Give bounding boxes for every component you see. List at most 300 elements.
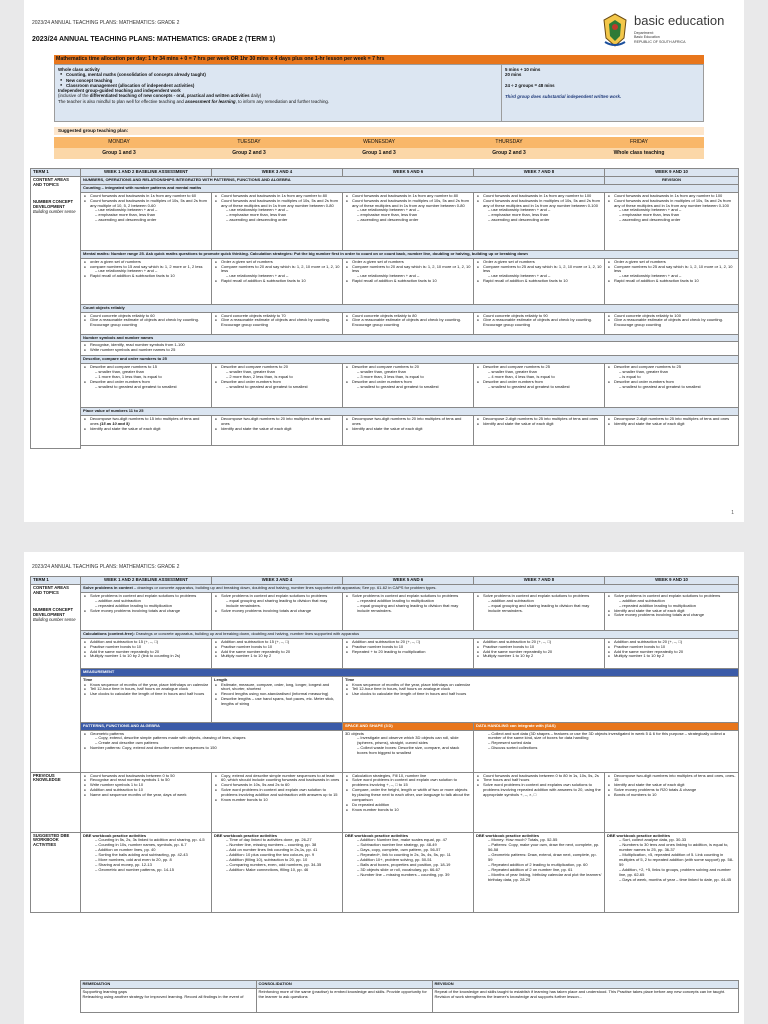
independent-label: Independent group-guided teaching and independent work [58, 88, 181, 94]
dash-item: – Addition: Make connections, filling 10, pp. 46 [226, 868, 340, 873]
bullet-list [476, 194, 602, 209]
dash-item: – emphasise more than, less than [619, 213, 736, 218]
calc-row [31, 638, 739, 668]
bullet-item: ● Count forwards and backwards in 1s from any number to 100 [614, 194, 736, 199]
bullet-list [607, 314, 736, 329]
dash-item: – Multiplication, ×5, repeated addition of 5. Link counting in multiples of 5, 2 to repeated addition (with some support) pp. 58-59 [619, 853, 736, 868]
bullet-item: ● order a given set of numbers [90, 260, 209, 265]
bullet-item: ● Addition and subtraction to 10 [90, 788, 209, 793]
bullet-item: ● Count forwards and backwards in multiples of 10s, 5s and 2s from any of these multiples and in 1s from any number between 0-80 [221, 199, 340, 209]
mental-cell [474, 258, 605, 304]
bullet-item: ● Identify and state the value of each digit [614, 609, 736, 614]
dbe-cell [81, 832, 212, 912]
bullet-list [83, 640, 209, 660]
patterns-heading: PATTERNS, FUNCTIONS AND ALGEBRA [81, 722, 343, 730]
bullet-item: ● Rapid recall of addition & subtraction facts to 10 [483, 279, 602, 284]
bullet-item: ● Know number bonds to 10 [352, 808, 471, 813]
bullet-list [607, 194, 736, 209]
calc-cell [474, 638, 605, 668]
bullet-item: ● Practise number bonds to 10 [90, 645, 209, 650]
bullet-item: ● Describe and compare numbers to 15 [90, 365, 209, 370]
bullet-list [214, 594, 340, 599]
dash-item: – Repeated addition of 2 on number line, pp. 61 [488, 868, 602, 873]
bullet-item: ● Solve word problems in context and explain own solution to problems involving addition and subtraction with answers up to 15 [221, 788, 340, 798]
dash-item: – Patterns: Copy, make your own, draw the next, complete, pp. 56-58 [488, 843, 602, 853]
bullet-list [476, 365, 602, 370]
bullet-item: ● Give a reasonable estimate of objects and check by counting. Encourage group counting [614, 318, 736, 328]
dash-item: – emphasise more than, less than [488, 213, 602, 218]
bullet-item: ● Solve money problems involving totals and change [221, 609, 340, 614]
place-value-cell [605, 416, 739, 446]
dbe-row [31, 832, 739, 912]
bullet-list [214, 194, 340, 209]
dash-item: – Sort, collect analyse data, pp. 30-33 [619, 838, 736, 843]
bullet-list [345, 279, 471, 284]
calc-cell [343, 638, 474, 668]
place-value-cell [343, 416, 474, 446]
describe-cell [605, 364, 739, 408]
minutes-line: 20 mins [505, 72, 522, 78]
solve-cell [343, 592, 474, 630]
bullet-item: ● Add the same number repeatedly to 20 [90, 650, 209, 655]
dash-item: – More numbers, odd and even to 20, pp. 8 [95, 858, 209, 863]
bullet-list [476, 380, 602, 385]
dash-item: – emphasise more than, less than [357, 213, 471, 218]
dash-item: – ascending and descending order [226, 218, 340, 223]
time-allocation-heading: Mathematics time allocation per day: 1 hr 34 mins + 0 = 7 hrs per week OR 1hr 30 mins x 4 days plus one 1-hr lesson per week = 7 hrs [54, 55, 704, 64]
bullet-list [345, 314, 471, 329]
bullet-list [607, 380, 736, 385]
bullet-item: ● Count forwards and backwards between 0 to 50 [90, 774, 209, 779]
dash-item: – Counting in 10s, number names, symbols, pp. 6-7 [95, 843, 209, 848]
dash-item: – repeated addition leading to multiplication [619, 604, 736, 609]
reliably-row [31, 312, 739, 334]
bullet-list [214, 314, 340, 329]
dbe-cell-heading: DBE workbook practice activities [607, 832, 671, 838]
header-week-5-6: WEEK 5 AND 6 [343, 169, 474, 177]
previous-knowledge-label: PREVIOUS KNOWLEDGE [31, 772, 81, 832]
bullet-list [607, 279, 736, 284]
table-header-row [31, 577, 739, 585]
space-shape-heading: SPACE AND SHAPE (3 D) [343, 722, 474, 730]
dash-item: – Subtraction number line strategy, pp. 48-49 [357, 843, 471, 848]
dash-item: – use relationship between + and – [357, 208, 471, 213]
term-plan-table-1 [30, 168, 739, 449]
dash-list [345, 385, 471, 390]
bullet-item: ● Add the same number repeatedly to 20 [221, 650, 340, 655]
dash-list [607, 385, 736, 390]
dash-item: – Addition 10+, problem solving, pp. 50-51 [357, 858, 471, 863]
bullet-item: ● Identify and state the value of each digit [614, 422, 736, 427]
dash-item: – use relationship between + and – [619, 274, 736, 279]
bullet-item: ● Repeated + to 20 leading to multiplication [352, 650, 471, 655]
term-plan-table-2 [30, 576, 739, 913]
bullet-list [607, 417, 736, 427]
bullet-list [83, 314, 209, 329]
bullet-item: ● Decompose two-digit numbers to 20 into multiples of tens and ones [352, 417, 471, 427]
calc-cell [81, 638, 212, 668]
bullet-item: ● Describe and order numbers from [90, 380, 209, 385]
bullet-item: ● Practise number bonds to 10 [221, 645, 340, 650]
bullet-item: ● Count forwards and backwards in 1s from any number to 80 [221, 194, 340, 199]
bullet-list [607, 594, 736, 599]
dash-item: – smallest to greatest and greatest to smallest [488, 385, 602, 390]
dash-list [607, 838, 736, 882]
header-week-3-4: WEEK 3 AND 4 [212, 577, 343, 585]
whole-class-label: Whole class activity [58, 67, 100, 72]
bullet-list [214, 609, 340, 614]
dash-list [83, 385, 209, 390]
dash-item: – Geometric patterns: Draw, extend, draw next, complete, pp. 59 [488, 853, 602, 863]
bullet-item: ● Addition and subtraction to 20 (+, –, □) [483, 640, 602, 645]
counting-cell [81, 192, 212, 250]
calc-cell [212, 638, 343, 668]
dash-item: – use relationship between + and – [95, 269, 209, 274]
bullet-item: ● Add the same number repeatedly to 20 [483, 650, 602, 655]
place-value-cell [212, 416, 343, 446]
dash-item: – use relationship between + and – [357, 274, 471, 279]
bullet-list [214, 365, 340, 370]
bullet-item: ● Count forwards and backwards in multiples of 10s, 5s and 2s from any of these multiples and in 1s from any number between 0-100 [614, 199, 736, 209]
bullet-item: ● Solve money problems to R20 totals & change [614, 788, 736, 793]
space-shape-cell: 3D objects – Investigate and observe which 3D objects can roll, slide (spheres, prisms), straight, curved sides – Collect waste boxes: Describe size, compare, and stack boxes from biggest to smallest [343, 730, 474, 772]
solve-cell [605, 592, 739, 630]
bullet-item: ● Compare numbers to 20 and say which is: 1, 2, 10 more or 1, 2, 10 less [352, 265, 471, 275]
dash-item: – Number line – missing numbers – counting, pp. 39 [357, 873, 471, 878]
table-header-row [31, 169, 739, 177]
example-note: (15 as 10 and 5) [99, 421, 130, 427]
remediation-heading: REMEDIATION [80, 981, 256, 989]
place-row [31, 416, 739, 446]
bullet-list [476, 279, 602, 284]
describe-cell [474, 364, 605, 408]
bullet-item: ● Give a reasonable estimate of objects and check by counting. Encourage group counting [221, 318, 340, 328]
reliably-cell [474, 312, 605, 334]
bullet-item: ● Multiply number 1 to 10 by 2 [483, 654, 602, 659]
dbe-cell [212, 832, 343, 912]
dash-item: – 4 more than, 4 less than, is equal to [488, 375, 602, 380]
running-head: 2023/24 ANNUAL TEACHING PLANS: MATHEMATICS: GRADE 2 [32, 20, 180, 26]
bullet-item: ● Count forwards and backwards between 0 to 80 in 1s, 10s, 5s, 2s [483, 774, 602, 779]
minutes-line: 24 ÷ 2 groups = 48 mins [505, 82, 555, 88]
dash-item: – Repeated+, link to counting in 2s, 3s, 4s, 5s, pp. 11 [357, 853, 471, 858]
bullet-item: ● Solve word problems in context and explains own solutions to problems involving repeated addition with answers to 20, using the appropriate symbols +, –, ×, □ [483, 783, 602, 798]
bullet-item: ● Compare numbers to 25 and say which is: 1, 2, 10 more or 1, 2, 10 less [483, 265, 602, 275]
bullet-list [607, 365, 736, 370]
bullet-item: ● Count forwards and backwards in 1s from any number to 100 [483, 194, 602, 199]
bullet-list [214, 640, 340, 660]
bullet-item: ● Solve problems in context and explain solutions to problems [483, 594, 602, 599]
dash-item: – addition and subtraction [488, 599, 602, 604]
bullet-list [214, 380, 340, 385]
bullet-item: ● Identify and state the value of each digit [614, 783, 736, 788]
third-group-note: Third group does substantial independent written work. [505, 93, 622, 99]
bullet-item: ● Solve problems in context and explain solutions to problems [90, 594, 209, 599]
bullet-item: ● Give a reasonable estimate of objects and check by counting. Encourage group counting [352, 318, 471, 328]
dash-item: – 3D objects slide or roll, vocabulary, pp. 66-67 [357, 868, 471, 873]
bullet-item: ● Identify and state the value of each digit [352, 427, 471, 432]
revision-heading: REVISION [605, 176, 739, 184]
bullet-list [476, 314, 602, 329]
dash-item: – Geometric and number patterns, pp. 14-15 [95, 868, 209, 873]
logo-subtitle: Department: Basic Education REPUBLIC OF SOUTH AFRICA [634, 31, 686, 44]
coat-of-arms-icon [600, 12, 630, 48]
bullet-list [345, 380, 471, 385]
solve-cell [212, 592, 343, 630]
bullet-item: ● Describe and compare numbers to 25 [614, 365, 736, 370]
bullet-item: ● Order a given set of numbers [352, 260, 471, 265]
dash-list [214, 208, 340, 223]
bullet-list [607, 260, 736, 275]
counting-row [31, 192, 739, 250]
bullet-item: ● Describe and order numbers from [483, 380, 602, 385]
previous-knowledge-row [31, 772, 739, 832]
bullet-list [345, 417, 471, 432]
dash-item: – Sorting the balls adding and subtracting, pp. 42-43 [95, 853, 209, 858]
count-objects-heading: Count objects reliably [81, 304, 739, 312]
day-monday: MONDAY Group 1 and 3 [54, 137, 184, 159]
dash-item: – smaller than, greater than [488, 370, 602, 375]
bullet-item: ● Add the same number repeatedly to 20 [614, 650, 736, 655]
bullet-item: ● Describe and compare numbers to 20 [221, 365, 340, 370]
dash-item: – Days, copy, complete, own pattern, pp. 56-57 [357, 848, 471, 853]
bullet-item: ● Decompose two-digit numbers into multiples of tens and ones, ones-15 [614, 774, 736, 784]
remediation-text: Supporting learning gaps Reteaching using another strategy for improved learning. Record all findings in the event of [80, 988, 256, 1012]
bullet-item: ● Compare, order the height, length or width of two or more objects by placing these next to each other, use language to talk about the comparison [352, 788, 471, 803]
previous-knowledge-cell [343, 772, 474, 832]
dbe-cell-heading: DBE workbook practice activities [214, 832, 278, 838]
bullet-item: ● Copy, extend and describe simple number sequences to at least 60, which should include counting forwards and backwards in ones [221, 774, 340, 784]
bullet-list [83, 609, 209, 614]
main-section-heading: NUMBERS, OPERATIONS AND RELATIONSHIPS INTEGRATED WITH PATTERNS, FUNCTIONS AND ALGEBRA [81, 176, 605, 184]
reliably-cell [81, 312, 212, 334]
solve-problems-heading: Solve problems in context – drawings or concrete apparatus, building up and breaking down, doubling and halving, number lines supported with apparatus; See pp. 61-62 in CAPS for problem types. [81, 584, 739, 592]
bullet-item: ● Solve money problems involving totals and change [90, 609, 209, 614]
dash-item: – Addition on number lines, pp. 40 [95, 848, 209, 853]
dash-item: – Numbers to 30 tens and ones linking to addition, is equal to, number names to 25, pp. 36-37 [619, 843, 736, 853]
describe-cell [343, 364, 474, 408]
header-week-9-10: WEEK 9 AND 10 [605, 577, 739, 585]
mental-cell [343, 258, 474, 304]
dash-item: – use relationship between + and – [488, 274, 602, 279]
dash-list [83, 208, 209, 223]
mental-maths-heading: Mental maths: Number range 25. Ask quick maths questions to promote quick thinking. Calculation strategies: Put the big number first in order to count on or count back, number line, doubling or halving, building up or breaking down [81, 250, 739, 258]
bullet-item: ● Practise number bonds to 10 [352, 645, 471, 650]
describe-heading: Describe, compare and order numbers to 25 [81, 356, 739, 364]
counting-cell [212, 192, 343, 250]
time-allocation-activities [55, 65, 502, 121]
bullet-item: ● Compare numbers to 20 and say which is: 1, 2, 10 more or 1, 2, 10 less [221, 265, 340, 275]
dbe-activities-label: SUGGESTED DBE WORKBOOK ACTIVITIES [31, 832, 81, 912]
header-week-5-6: WEEK 5 AND 6 [343, 577, 474, 585]
bullet-item: ● Multiply number 1 to 10 by 2 [221, 654, 340, 659]
length-cell: Length ● Estimate, measure, compare, order, long, longer, longest and short, shorter, shortest ● Record lengths using non-standardised (informal measuring) ● Describe lengths – use hand spans, foot paces, etc. Meter stick, lengths of string [212, 676, 343, 722]
counting-cell [605, 192, 739, 250]
bullet-item: ● Rapid recall of addition & subtraction facts to 10 [352, 279, 471, 284]
dash-item: – use relationship between + and – [226, 274, 340, 279]
previous-knowledge-cell [81, 772, 212, 832]
header-week-1-2: WEEK 1 AND 2 BASELINE ASSESSMENT [81, 577, 212, 585]
bullet-item: ● Order a given set of numbers [483, 260, 602, 265]
bullet-item: ● Count concrete objects reliably to 90 [483, 314, 602, 319]
suggested-plan-label: Suggested group teaching plan: [54, 127, 704, 135]
bullet-item: ● Count forwards in 10s, 5s and 2s to 60 [221, 783, 340, 788]
dash-item: – 1 more than, 1 less than, is equal to [95, 375, 209, 380]
bullet-item: ● Addition and subtraction to 15 (+, –, □) [221, 640, 340, 645]
bullet-list [476, 417, 602, 427]
dash-item: – equal grouping and sharing leading to division that may include remainders. [488, 604, 602, 614]
header-week-3-4: WEEK 3 AND 4 [212, 169, 343, 177]
dash-item: – use relationship between + and – [226, 208, 340, 213]
bullet-list [214, 417, 340, 432]
bullet-item: ● Count forwards and backwards in multiples of 10s, 5s and 2s from any of these multiples and in 1s from any number between 0-80 [352, 199, 471, 209]
number-symbols-heading: Number symbols and number names [81, 334, 739, 342]
day-thursday: THURSDAY Group 2 and 3 [444, 137, 574, 159]
bullet-list [83, 380, 209, 385]
reliably-cell [212, 312, 343, 334]
bullet-item: ● Solve problems in context and explain solutions to problems [352, 594, 471, 599]
dash-item: – Number line, missing numbers – counting, pp. 38 [226, 843, 340, 848]
header-week-7-8: WEEK 7 AND 8 [474, 577, 605, 585]
mental-cell [605, 258, 739, 304]
dash-item: – smaller than, greater than [95, 370, 209, 375]
dash-item: – Sharing and money, pp. 12-13 [95, 863, 209, 868]
bullet-item: ● Addition and subtraction to 20 (+, –, □) [614, 640, 736, 645]
dash-item: – addition and subtraction [95, 599, 209, 604]
dash-item: – smallest to greatest and greatest to smallest [226, 385, 340, 390]
bullet-list [345, 194, 471, 209]
solve-row [31, 592, 739, 630]
bullet-list [476, 774, 602, 799]
bullet-item: ● Decompose 2-digit numbers to 25 into multiples of tens and ones [483, 417, 602, 422]
dash-item: – 3 more than, 3 less than, is equal to [357, 375, 471, 380]
patterns-row [31, 730, 739, 772]
activity-item: ● Classroom management (allocation of independent activities) [58, 83, 498, 88]
consolidation-text: Reinforcing more of the same (practise) to embed knowledge and skills. Provide opportunity for the learner to ask questions [256, 988, 432, 1012]
bullet-item: ● Order a given set of numbers [614, 260, 736, 265]
dash-item: – use relationship between + and – [95, 208, 209, 213]
dash-list [476, 599, 602, 614]
bullet-list [345, 774, 471, 813]
bullet-list [83, 594, 209, 599]
header-week-1-2: WEEK 1 AND 2 BASELINE ASSESSMENT [81, 169, 212, 177]
bullet-item: ● Decompose two-digit numbers to 15 into multiples of tens and ones (15 as 10 and 5) [90, 417, 209, 427]
bullet-list [345, 640, 471, 655]
bullet-item: ● Count concrete objects reliably to 80 [352, 314, 471, 319]
place-value-cell [474, 416, 605, 446]
place-value-heading: Place value of numbers 11 to 25 [81, 408, 739, 416]
bullet-item: ● Write number symbols 1 to 10 [90, 783, 209, 788]
dash-item: – smallest to greatest and greatest to smallest [619, 385, 736, 390]
dash-item: – addition and subtraction [619, 599, 736, 604]
dash-item: – 2 more than, 2 less than, is equal to [226, 375, 340, 380]
symbols-row [31, 342, 739, 356]
place-value-cell [81, 416, 212, 446]
patterns-cell: ● Geometric patterns – Copy, extend, describe simple patterns made with objects, drawing of lines, shapes – Create and describe own patterns ● Number patterns: Copy, extend and describe number sequences to 150 [81, 730, 343, 772]
bullet-list [83, 774, 209, 799]
bullet-item: ● Compare numbers to 25 and say which is: 1, 2, 10 more or 1, 2, 10 less [614, 265, 736, 275]
describe-row [31, 364, 739, 408]
dash-item: – repeated addition leading to multiplication [357, 599, 471, 604]
bullet-list [83, 274, 209, 279]
logo-title: basic education [634, 13, 725, 28]
bullet-item: ● Rapid recall of addition & subtraction facts to 10 [221, 279, 340, 284]
bullet-item: ● Count forwards and backwards in multiples of 10s, 5s and 2s from any of these multiples and in 1s from any number between 0-100 [483, 199, 602, 209]
dash-item: – Counting in 5s, 2s, 3s linked to addition and sharing, pp. 4-5 [95, 838, 209, 843]
dbe-cell [343, 832, 474, 912]
dash-list [607, 208, 736, 223]
bullet-list [345, 260, 471, 275]
dash-item: – ascending and descending order [619, 218, 736, 223]
reliably-cell [605, 312, 739, 334]
day-wednesday: WEDNESDAY Group 1 and 3 [314, 137, 444, 159]
dash-item: – equal grouping and sharing leading to division that may include remainders. [226, 599, 340, 609]
main-heading-row [31, 176, 739, 184]
topic-side-label: CONTENT AREAS AND TOPICS NUMBER CONCEPT DEVELOPMENT Building number sense [31, 584, 81, 772]
minutes-line: 5 mins + 10 mins [505, 67, 541, 72]
dash-item: – emphasise more than, less than [226, 213, 340, 218]
bullet-item: ● Give a reasonable estimate of objects and check by counting. Encourage group counting [483, 318, 602, 328]
bullet-item: ● Order a given set of numbers [221, 260, 340, 265]
bullet-item: ● Identify and state the value of each digit [90, 427, 209, 432]
time-cell-2: Time ● Know sequence of months of the year, place birthdays on calendar ● Tell 12-hour time in hours, half hours on analogue clock ● Use clocks to calculate the length of time in hours and half hours [343, 676, 739, 722]
mental-cell [212, 258, 343, 304]
data-handling-heading: DATA HANDLING can integrate with (S&S) [474, 722, 739, 730]
dash-item: – Balls and boxes, properties and position, pp. 18-19 [357, 863, 471, 868]
dash-list [345, 208, 471, 223]
dash-item: – smaller than, greater than [357, 370, 471, 375]
previous-knowledge-cell [212, 772, 343, 832]
header-week-7-8: WEEK 7 AND 8 [474, 169, 605, 177]
bullet-item: ● Solve word problems in context and explain own solution to problems involving +, –, □ to 15 [352, 778, 471, 788]
previous-knowledge-cell [605, 772, 739, 832]
header-term: TERM 1 [31, 577, 81, 585]
bullet-list [83, 365, 209, 370]
counting-heading: Counting – integrated with number patterns and mental maths [81, 184, 739, 192]
dash-item: – Days of week, months of year – time linked to date, pp. 44-45 [619, 878, 736, 883]
header-week-9-10: WEEK 9 AND 10 [605, 169, 739, 177]
dash-item: – Time of day linked to activities done, pp. 26-27 [226, 838, 340, 843]
bullet-item: ● Count concrete objects reliably to 60 [90, 314, 209, 319]
revision-text: Repeat of the knowledge and skills taught to establish if learning has taken place and understood. This Practise takes place before any new concepts can be taught. Revision of work strengthens the learner's knowledge and supports further lesson... [432, 988, 738, 1012]
time-allocation-box [54, 64, 704, 122]
page-title: 2023/24 ANNUAL TEACHING PLANS: MATHEMATICS: GRADE 2 (TERM 1) [32, 36, 276, 43]
dash-item: – Comparing numbers, even, odd numbers, pp. 34-35 [226, 863, 340, 868]
bullet-list [476, 640, 602, 660]
inclusive-note: (inclusive of the differentiated teaching of new concepts - oral, practical and written activities daily) [58, 93, 262, 99]
dash-item: – Addition: Number line, make scales equal, pp. 47 [357, 838, 471, 843]
bullet-item: ● Solve problems in context and explain solutions to problems [221, 594, 340, 599]
document-page-2 [24, 552, 744, 1024]
symbols-item: ● Recognise, identify, read number symbols from 1-100 [90, 343, 736, 348]
bullet-item: ● Bonds of numbers to 10 [614, 793, 736, 798]
bullet-list [214, 279, 340, 284]
describe-cell [81, 364, 212, 408]
bullet-list [607, 640, 736, 660]
dash-item: – Addition, +2, +5, links to groups, problem solving and number line, pp. 62-65 [619, 868, 736, 878]
bullet-item: ● Addition and subtraction to 20 (+, –, □) [352, 640, 471, 645]
solve-cell [81, 592, 212, 630]
document-page-1 [24, 0, 744, 522]
counting-cell [343, 192, 474, 250]
bullet-item: ● Time hours and half hours [483, 778, 602, 783]
remediation-table [30, 980, 739, 1013]
dash-item: – smaller than, greater than [619, 370, 736, 375]
page-number: 1 [731, 510, 734, 516]
mental-cell [81, 258, 212, 304]
dash-item: – Repeated addition of 2 leading to multiplication, pp. 60 [488, 863, 602, 868]
header-term: TERM 1 [31, 169, 81, 177]
